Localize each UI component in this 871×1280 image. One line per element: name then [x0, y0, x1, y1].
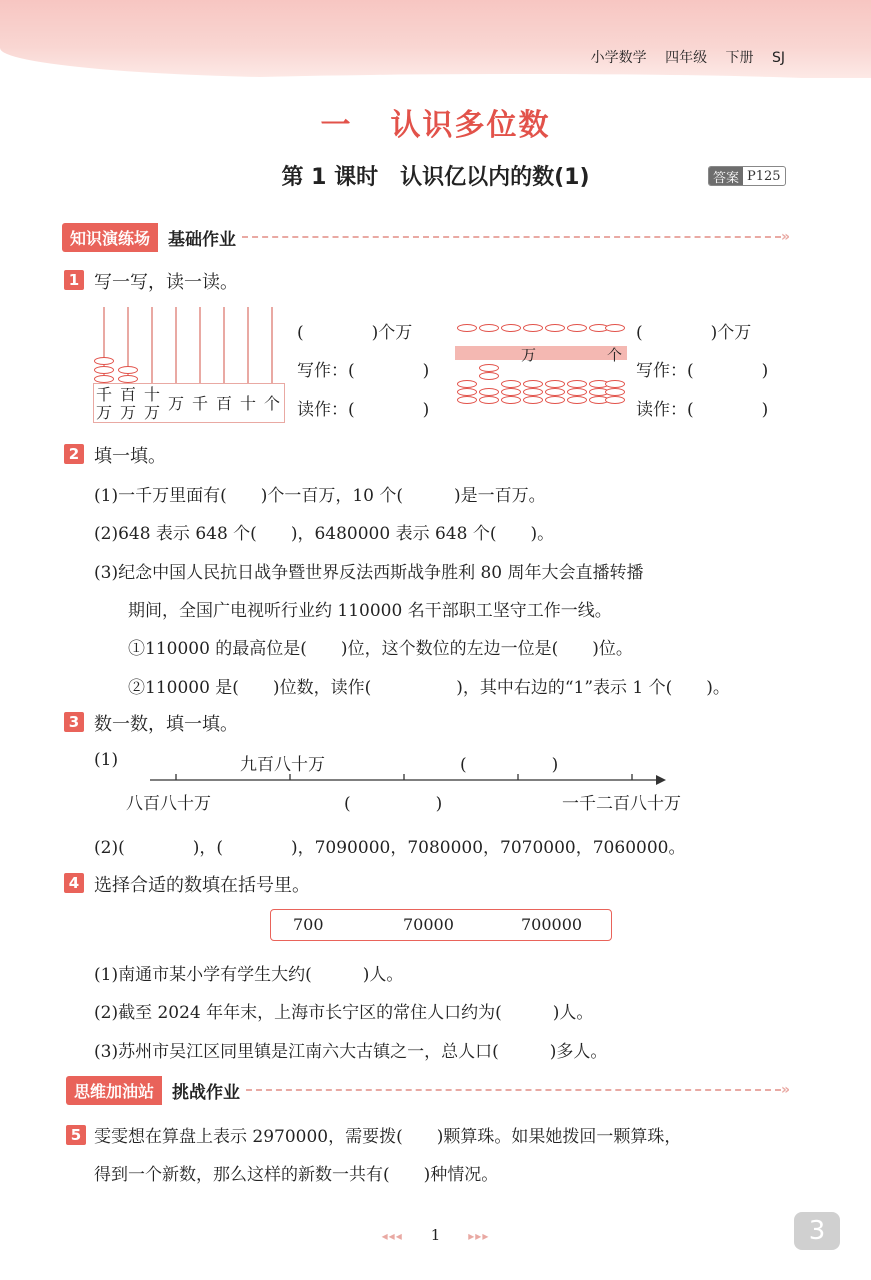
question-number: 4 — [64, 873, 84, 893]
page-next-arrows-icon: ▸▸▸ — [468, 1229, 490, 1243]
section-divider — [246, 1089, 781, 1091]
bead — [457, 388, 477, 396]
header-edition: SJ — [771, 50, 785, 66]
bead — [501, 324, 521, 332]
bead — [479, 364, 499, 372]
section-banner-basic — [62, 223, 790, 251]
q4-line: (3)苏州市吴江区同里镇是江南六大古镇之一，总人口( )多人。 — [94, 1042, 608, 1062]
place-value-labels — [93, 383, 285, 423]
choice-option: 700000 — [521, 915, 583, 934]
place-label: 个 — [263, 394, 280, 413]
bead — [94, 366, 114, 374]
bead — [479, 388, 499, 396]
corner-page-badge: 3 — [794, 1212, 840, 1250]
header-meta — [577, 47, 785, 67]
abacus-beam — [455, 346, 627, 360]
bead — [567, 324, 587, 332]
bead — [545, 396, 565, 404]
counter-rod — [175, 307, 177, 383]
place-label: 万 — [167, 394, 184, 413]
section-divider — [242, 236, 781, 238]
bead — [605, 380, 625, 388]
choice-option: 700 — [293, 915, 324, 934]
q5-line: 得到一个新数，那么这样的新数一共有( )种情况。 — [94, 1165, 499, 1185]
bead — [545, 324, 565, 332]
q1b-count-line: ( )个万 — [636, 323, 752, 343]
number-line — [150, 770, 666, 790]
counter-rod — [199, 307, 201, 383]
header-volume: 下册 — [725, 50, 754, 66]
counter-frame — [93, 307, 285, 423]
abacus-wan-label: 万 — [521, 346, 537, 364]
place-label: 千 — [191, 394, 208, 413]
numberline-blank: ( ) — [344, 794, 443, 814]
q1a-write-line: 写作：( ) — [297, 361, 430, 381]
bead — [523, 388, 543, 396]
q1b-read-line: 读作：( ) — [636, 400, 769, 420]
counter-rod — [151, 307, 153, 383]
bead — [501, 396, 521, 404]
section-banner-challenge — [66, 1076, 790, 1104]
bead — [479, 324, 499, 332]
numberline-label: 一千二百八十万 — [562, 794, 681, 814]
abacus — [455, 320, 627, 410]
bead — [605, 324, 625, 332]
place-label: 十 — [239, 394, 256, 413]
answer-page: P125 — [747, 168, 781, 184]
choice-option: 70000 — [403, 915, 454, 934]
q3-part1-label: (1) — [94, 750, 119, 770]
question-text: 填一填。 — [94, 446, 166, 467]
abacus-ge-label: 个 — [607, 346, 623, 364]
counter-rod — [247, 307, 249, 383]
bead — [523, 396, 543, 404]
bead — [501, 380, 521, 388]
bead — [457, 324, 477, 332]
q2-line: (1)一千万里面有( )个一百万，10 个( )是一百万。 — [94, 486, 546, 506]
q4-line: (1)南通市某小学有学生大约( )人。 — [94, 965, 404, 985]
q1b-write-line: 写作：( ) — [636, 361, 769, 381]
bead — [479, 372, 499, 380]
q2-line: ②110000 是( )位数，读作( )，其中右边的“1”表示 1 个( )。 — [128, 678, 730, 698]
choice-box — [270, 909, 612, 941]
q2-line: (3)纪念中国人民抗日战争暨世界反法西斯战争胜利 80 周年大会直播转播 — [94, 563, 644, 583]
header-grade: 四年级 — [665, 50, 708, 66]
question-text: 选择合适的数填在括号里。 — [94, 875, 310, 896]
q1a-read-line: 读作：( ) — [297, 400, 430, 420]
question-number: 3 — [64, 712, 84, 732]
bead — [545, 388, 565, 396]
bead — [457, 396, 477, 404]
chevron-right-icon: » — [780, 229, 790, 245]
question-number: 5 — [66, 1125, 86, 1145]
q5-line: 雯雯想在算盘上表示 2970000，需要拨( )颗算珠。如果她拨回一颗算珠， — [94, 1127, 682, 1147]
section-subtitle: 挑战作业 — [172, 1082, 241, 1103]
bead — [479, 396, 499, 404]
question-number: 2 — [64, 444, 84, 464]
bead — [545, 380, 565, 388]
counter-rod — [223, 307, 225, 383]
q2-line: (2)648 表示 648 个( )，6480000 表示 648 个( )。 — [94, 524, 555, 544]
numberline-blank: ( ) — [460, 755, 559, 775]
q2-line: ①110000 的最高位是( )位，这个数位的左边一位是( )位。 — [128, 639, 633, 659]
page-number-bar — [0, 1226, 871, 1244]
page-number: 1 — [430, 1226, 441, 1244]
bead — [118, 375, 138, 383]
bead — [523, 324, 543, 332]
q2-line: 期间，全国广电视听行业约 110000 名干部职工坚守工作一线。 — [128, 601, 612, 621]
section-tag: 思维加油站 — [66, 1076, 162, 1105]
bead — [567, 396, 587, 404]
unit-title — [0, 100, 871, 144]
bead — [94, 375, 114, 383]
lesson-title: 第 1 课时 认识亿以内的数(1) — [281, 165, 590, 190]
bead — [457, 380, 477, 388]
answer-reference[interactable] — [708, 166, 786, 186]
bead — [605, 396, 625, 404]
bead — [567, 388, 587, 396]
bead — [605, 388, 625, 396]
place-label: 百 — [215, 394, 232, 413]
bead — [94, 357, 114, 365]
counter-rod — [271, 307, 273, 383]
q1a-count-line: ( )个万 — [297, 323, 413, 343]
arrow-right-icon — [656, 775, 666, 785]
header-subject: 小学数学 — [590, 50, 647, 66]
chevron-right-icon: » — [780, 1082, 790, 1098]
bead — [118, 366, 138, 374]
bead — [523, 380, 543, 388]
q3-line: (2)( )，( )，7090000，7080000，7070000，7060000。 — [94, 838, 686, 858]
place-label: 千万 — [95, 385, 112, 422]
question-text: 写一写，读一读。 — [94, 272, 238, 293]
page-prev-arrows-icon: ◂◂◂ — [381, 1229, 403, 1243]
unit-name: 认识多位数 — [390, 108, 551, 143]
section-subtitle: 基础作业 — [168, 229, 237, 250]
numberline-label: 八百八十万 — [126, 794, 211, 814]
unit-number: 一 — [320, 108, 353, 143]
place-label: 百万 — [119, 385, 136, 422]
question-text: 数一数，填一填。 — [94, 714, 238, 735]
bead — [567, 380, 587, 388]
numberline-label: 九百八十万 — [240, 755, 325, 775]
question-number: 1 — [64, 270, 84, 290]
place-label: 十万 — [143, 385, 160, 422]
bead — [501, 388, 521, 396]
answer-label: 答案 — [709, 167, 743, 185]
q4-line: (2)截至 2024 年年末，上海市长宁区的常住人口约为( )人。 — [94, 1003, 594, 1023]
section-tag: 知识演练场 — [62, 223, 158, 252]
